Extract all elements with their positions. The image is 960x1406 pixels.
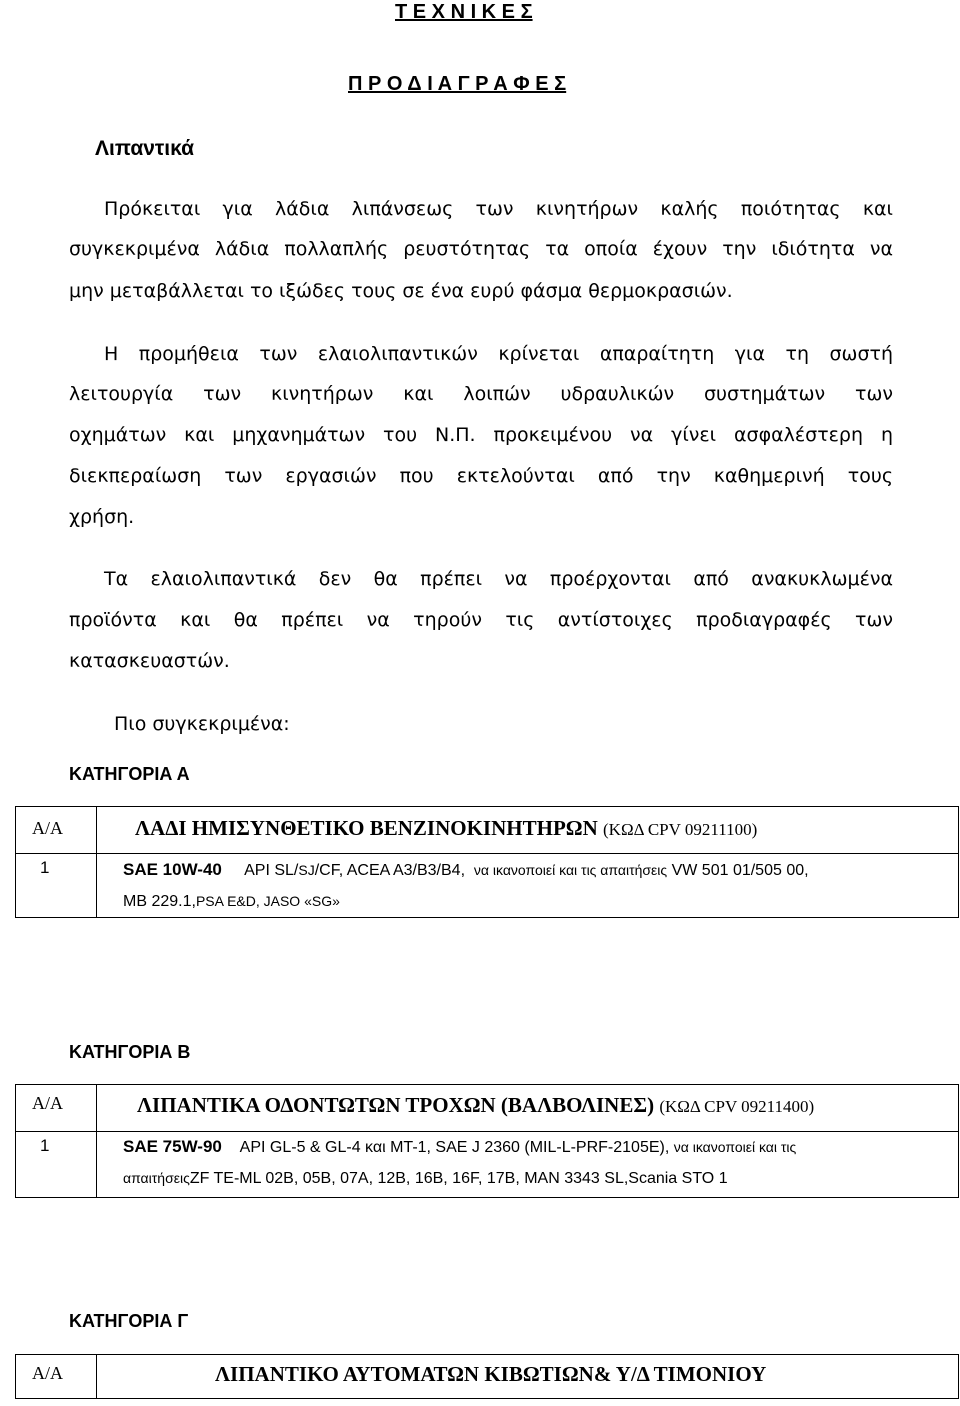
- aa-header-cell: Α/Α: [16, 1355, 97, 1399]
- paragraph-3-line: Τα ελαιολιπαντικά δεν θα πρέπει να προέρχονται από ανακυκλωμένα: [104, 568, 893, 590]
- category-c-table: [15, 1354, 959, 1399]
- paragraph-1-line: συγκεκριμένα λάδια πολλαπλής ρευστότητας τα οποία έχουν την ιδιότητα να: [69, 238, 893, 260]
- paragraph-2-line: διεκπεραίωση των εργασιών που εκτελούνται από την καθημερινή τους: [69, 465, 893, 487]
- category-a-header: [97, 807, 959, 854]
- doc-title: Τ Ε Χ Ν Ι Κ Ε Σ: [395, 1, 533, 23]
- paragraph-1-line: μην μεταβάλλεται το ιξώδες τους σε ένα ευρύ φάσμα θερμοκρασιών.: [69, 280, 733, 302]
- category-b-spec: [97, 1132, 959, 1198]
- spec-text: MB 229.1,: [123, 893, 196, 910]
- category-a-table: [15, 806, 959, 918]
- spec-text: να ικανοποιεί και τις: [673, 1139, 797, 1155]
- paragraph-2-line: λειτουργία των κινητήρων και λοιπών υδραυλικών συστημάτων των: [69, 383, 893, 405]
- spec-text: API GL-5 & GL-4 και MT-1, SAE J 2360 (MIL-L-PRF-2105E),: [239, 1139, 670, 1156]
- spec-text: /CF, ACEA A3/B3/B4,: [314, 862, 466, 879]
- spec-text: ZF TE-ML 02B, 05B, 07A, 12B, 16B, 16F, 17B, MAN 3343 SL,Scania STO 1: [189, 1170, 728, 1187]
- category-c-label: ΚΑΤΗΓΟΡΙΑ Γ: [69, 1311, 189, 1331]
- aa-header-cell: Α/Α: [16, 1085, 97, 1132]
- paragraph-1-line: Πρόκειται για λάδια λιπάνσεως των κινητήρων καλής ποιότητας και: [104, 198, 893, 220]
- aa-header-cell: Α/Α: [16, 807, 97, 854]
- product-name: ΛΙΠΑΝΤΙΚΟ ΑΥΤΟΜΑΤΩΝ ΚΙΒΩΤΙΩΝ& Υ/Δ ΤΙΜΟΝΙΟΥ: [215, 1362, 767, 1386]
- category-a-spec: [97, 854, 959, 918]
- category-b-label: ΚΑΤΗΓΟΡΙΑ Β: [69, 1042, 191, 1062]
- category-b-table: [15, 1084, 959, 1198]
- spec-text: να ικανοποιεί και τις απαιτήσεις: [473, 862, 668, 878]
- grade: SAE 10W-40: [123, 860, 222, 879]
- cpv-code: (ΚΩΔ CPV 09211400): [659, 1097, 815, 1116]
- spec-text: VW 501 01/505 00,: [671, 862, 809, 879]
- product-name: ΛΑΔΙ ΗΜΙΣΥΝΘΕΤΙΚΟ ΒΕΝΖΙΝΟΚΙΝΗΤΗΡΩΝ: [135, 816, 598, 840]
- doc-subtitle: Π Ρ Ο Δ Ι Α Γ Ρ Α Φ Ε Σ: [348, 73, 567, 95]
- paragraph-3-line: προϊόντα και θα πρέπει να τηρούν τις αντίστοιχες προδιαγραφές των: [69, 609, 893, 631]
- grade: SAE 75W-90: [123, 1137, 222, 1156]
- cpv-code: (ΚΩΔ CPV 09211100): [603, 820, 758, 839]
- paragraph-2-line: χρήση.: [69, 506, 135, 528]
- more-specific-label: Πιο συγκεκριμένα:: [114, 713, 290, 735]
- paragraph-2-line: Η προμήθεια των ελαιολιπαντικών κρίνεται απαραίτητη για τη σωστή: [104, 343, 893, 365]
- section-heading: Λιπαντικά: [95, 137, 195, 160]
- category-a-label: ΚΑΤΗΓΟΡΙΑ Α: [69, 764, 190, 784]
- row-number: 1: [16, 1132, 97, 1198]
- category-c-header: [97, 1355, 959, 1399]
- category-b-header: [97, 1085, 959, 1132]
- spec-text: API SL/: [244, 862, 299, 879]
- paragraph-2-line: οχημάτων και μηχανημάτων του Ν.Π. προκειμένου να γίνει ασφαλέστερη η: [69, 424, 893, 446]
- spec-text: SJ: [298, 862, 315, 878]
- row-number: 1: [16, 854, 97, 918]
- paragraph-3-line: κατασκευαστών.: [69, 650, 230, 672]
- product-name: ΛΙΠΑΝΤΙΚΑ ΟΔΟΝΤΩΤΩΝ ΤΡΟΧΩΝ (ΒΑΛΒΟΛΙΝΕΣ): [137, 1093, 655, 1117]
- spec-text: PSA E&D, JASO «SG»: [195, 893, 340, 909]
- spec-text: απαιτήσεις: [123, 1170, 190, 1186]
